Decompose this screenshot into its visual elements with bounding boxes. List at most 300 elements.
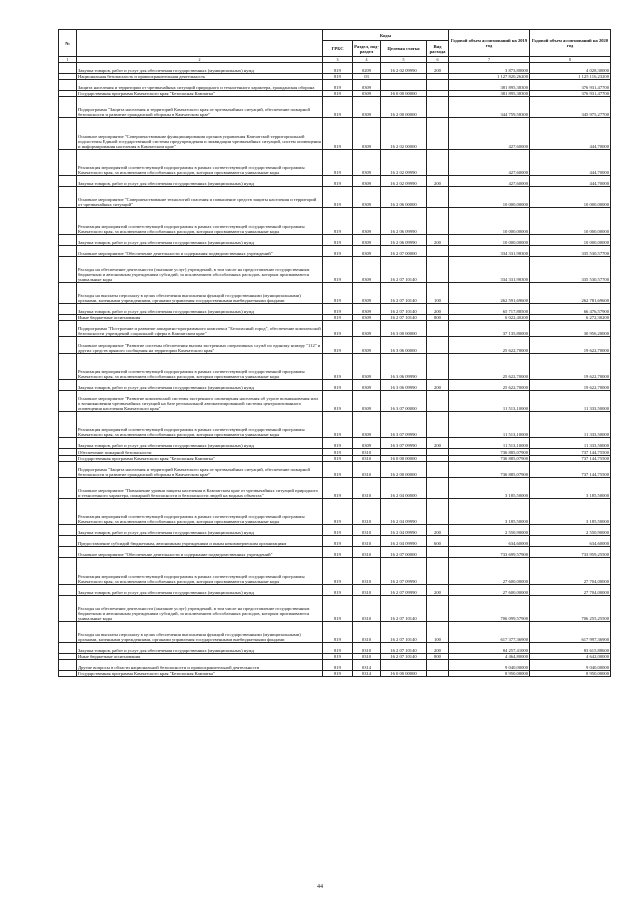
row-amount-2020: 262 781,69600 [530,282,611,303]
row-amount-2020: 4 028,30000 [530,63,611,74]
row-vr: 800 [427,654,449,660]
row-amount-2020: 345 975,27700 [530,97,611,118]
row-vr [427,80,449,91]
row-amount-2020: 444,70000 [530,176,611,187]
row-razdel: 0310 [353,643,381,654]
row-grbs: 819 [323,97,353,118]
row-grbs: 819 [323,525,353,536]
row-razdel: 0310 [353,461,381,477]
row-number-cell [59,584,77,595]
header-razdel: Раздел, под-раздел [353,41,381,57]
row-grbs: 819 [323,671,353,677]
row-amount-2019: 25 622,70000 [449,379,530,390]
table-row [59,80,611,91]
row-name: Предоставление субсидий бюджетным, автономным учреждениям и иным некоммерческим организациям [77,536,323,547]
row-csr: 16 2 06 09990 [381,208,427,234]
row-razdel: 0310 [353,525,381,536]
table-row [59,390,611,411]
row-csr: 16 3 07 00000 [381,390,427,411]
row-razdel: 0309 [353,97,381,118]
row-amount-2019: 427,60000 [449,118,530,149]
row-vr: 200 [427,643,449,654]
row-amount-2020: 27 704,00000 [530,558,611,584]
row-grbs: 819 [323,379,353,390]
row-number-cell [59,149,77,175]
row-name: Реализация мероприятий соответствующей подпрограммы в рамках соответствующей государственной программы Камчатского края, за исключением обособленных расходов, которым присваиваются уникальные коды [77,149,323,175]
table-row [59,536,611,547]
row-csr: 16 3 07 09990 [381,412,427,438]
row-csr: 16 2 07 00000 [381,245,427,256]
row-vr [427,97,449,118]
row-amount-2020: 66 476,57900 [530,304,611,315]
row-name: Закупка товаров, работ и услуг для обеспечения государственных (муниципальных) нужд [77,525,323,536]
row-amount-2019: 9 040,00000 [449,660,530,671]
row-csr: 16 2 07 10140 [381,304,427,315]
row-grbs: 819 [323,282,353,303]
table-row [59,584,611,595]
row-name: Подпрограмма "Защита населения и территорий Камчатского края от чрезвычайных ситуаций, обеспечение пожарной безопасности и развитие гражданской обороны в Камчатском крае" [77,461,323,477]
row-number-cell [59,208,77,234]
row-razdel: 0309 [353,412,381,438]
row-vr [427,390,449,411]
row-number-cell [59,63,77,74]
row-amount-2020: 10 000,00000 [530,208,611,234]
row-amount-2019: 25 622,70000 [449,353,530,379]
row-razdel: 0309 [353,353,381,379]
table-row [59,304,611,315]
row-amount-2020: 376 931,47700 [530,91,611,97]
table-row [59,282,611,303]
row-name: Закупка товаров, работ и услуг для обеспечения государственных (муниципальных) нужд [77,63,323,74]
row-name: Реализация мероприятий соответствующей подпрограммы в рамках соответствующей государственной программы Камчатского края, за исключением обособленных расходов, которым присваиваются уникальные коды [77,498,323,524]
row-razdel: 03 [353,74,381,80]
row-vr: 200 [427,438,449,449]
row-amount-2019: 427,60000 [449,149,530,175]
row-name: Реализация мероприятий соответствующей подпрограммы в рамках соответствующей государственной программы Камчатского края, за исключением обособленных расходов, которым присваиваются уникальные коды [77,208,323,234]
row-razdel: 0310 [353,558,381,584]
row-number-cell [59,80,77,91]
row-amount-2019: 65 717,88500 [449,304,530,315]
row-razdel: 0309 [353,438,381,449]
row-grbs: 819 [323,558,353,584]
row-grbs: 819 [323,353,353,379]
row-name: Расходы на обеспечение деятельности (оказание услуг) учреждений, в том числе на предоставление государственным бюджетным и автономным учреждениям субсидий, за исключением обособленных расходов, которым присваиваются уникальные коды [77,256,323,282]
row-csr: 16 2 06 09990 [381,234,427,245]
column-index: 4 [353,57,381,63]
row-amount-2019: 27 600,00000 [449,584,530,595]
header-2019: Годовой объем ассигнований на 2019 год [449,30,530,57]
row-csr: 16 2 02 00000 [381,118,427,149]
row-grbs: 819 [323,187,353,208]
row-grbs: 819 [323,208,353,234]
row-razdel: 0309 [353,304,381,315]
row-grbs: 819 [323,455,353,461]
table-row [59,455,611,461]
row-number-cell [59,353,77,379]
row-csr: 16 2 07 10140 [381,282,427,303]
row-csr [381,660,427,671]
row-razdel: 0310 [353,622,381,643]
table-row [59,234,611,245]
table-row [59,63,611,74]
row-csr: 16 0 00 00000 [381,91,427,97]
row-razdel: 0209 [353,63,381,74]
row-name: Государственная программа Камчатского края "Безопасная Камчатка" [77,671,323,677]
row-csr: 16 2 00 00000 [381,97,427,118]
row-amount-2020: 83 615,88600 [530,643,611,654]
row-amount-2019: 334 331,98300 [449,245,530,256]
row-csr: 16 2 07 10140 [381,622,427,643]
row-grbs: 819 [323,547,353,558]
row-vr: 200 [427,304,449,315]
table-row [59,449,611,455]
row-amount-2019: 10 000,00000 [449,234,530,245]
row-name: Основное мероприятие "Обеспечение деятельности и содержания подведомственных учреждений" [77,245,323,256]
row-number-cell [59,558,77,584]
row-grbs: 819 [323,643,353,654]
column-index: 7 [449,57,530,63]
table-row [59,74,611,80]
row-csr: 16 2 07 09990 [381,558,427,584]
table-row [59,671,611,677]
row-razdel: 0310 [353,584,381,595]
row-amount-2020: 11 333,50000 [530,412,611,438]
header-vr: Вид расхода [427,41,449,57]
row-csr: 16 2 04 09990 [381,498,427,524]
row-amount-2020: 737 144,75500 [530,449,611,455]
row-amount-2019: 11 513,10000 [449,412,530,438]
table-row [59,660,611,671]
row-csr: 16 3 00 00000 [381,321,427,337]
row-number-cell [59,390,77,411]
row-amount-2020: 8 950,00000 [530,671,611,677]
row-name: Закупка товаров, работ и услуг для обеспечения государственных (муниципальных) нужд [77,234,323,245]
row-amount-2019: 84 257,41000 [449,643,530,654]
table-row [59,208,611,234]
row-number-cell [59,525,77,536]
row-number-cell [59,337,77,353]
row-amount-2020: 634,60000 [530,536,611,547]
row-number-cell [59,282,77,303]
row-amount-2019: 736 885,07900 [449,455,530,461]
row-name: Национальная безопасность и правоохранительная деятельность [77,74,323,80]
row-grbs: 819 [323,234,353,245]
row-grbs: 819 [323,256,353,282]
row-csr: 16 3 06 09990 [381,353,427,379]
row-grbs: 819 [323,654,353,660]
row-grbs: 819 [323,584,353,595]
row-number-cell [59,187,77,208]
row-number-cell [59,461,77,477]
row-csr: 16 3 06 09990 [381,379,427,390]
row-amount-2019: 3 873,80000 [449,63,530,74]
row-amount-2019: 634,60000 [449,536,530,547]
row-amount-2019: 3 185,50000 [449,477,530,498]
row-name: Основное мероприятие "Совершенствование функционирования органов управления Камчатской территориальной подсистемы Единой государственной системы предупреждения и ликвидации чрезвычайных ситуаций, систем оповещения и информирования населения в Камчатском крае" [77,118,323,149]
row-amount-2019: 733 699,57900 [449,547,530,558]
row-number-cell [59,595,77,621]
row-vr [427,353,449,379]
row-name: Закупка товаров, работ и услуг для обеспечения государственных (муниципальных) нужд [77,304,323,315]
row-name: Другие вопросы в области национальной безопасности и правоохранительной деятельности [77,660,323,671]
row-vr [427,660,449,671]
row-razdel: 0309 [353,208,381,234]
row-csr: 16 2 04 00000 [381,477,427,498]
column-index: 3 [323,57,353,63]
budget-table [58,29,611,677]
row-amount-2019: 8 950,00000 [449,671,530,677]
row-razdel: 0310 [353,498,381,524]
row-amount-2019: 381 895,38300 [449,91,530,97]
row-csr: 16 2 06 00000 [381,187,427,208]
table-row [59,412,611,438]
row-amount-2019: 617 377,36900 [449,622,530,643]
column-index: 2 [77,57,323,63]
row-vr [427,412,449,438]
row-number-cell [59,438,77,449]
row-amount-2020: 27 704,00000 [530,584,611,595]
row-number-cell [59,660,77,671]
row-razdel: 0309 [353,149,381,175]
row-csr: 16 2 00 00000 [381,461,427,477]
row-csr: 16 2 02 09990 [381,149,427,175]
row-razdel: 0310 [353,595,381,621]
table-row [59,379,611,390]
row-amount-2020: 2 550,90000 [530,525,611,536]
row-number-cell [59,118,77,149]
row-amount-2020: 737 144,75500 [530,455,611,461]
row-name: Закупка товаров, работ и услуг для обеспечения государственных (муниципальных) нужд [77,643,323,654]
column-index: 1 [59,57,77,63]
header-name [77,30,323,57]
row-number-cell [59,321,77,337]
table-row [59,321,611,337]
row-grbs: 819 [323,63,353,74]
table-row [59,91,611,97]
row-csr: 16 2 07 10140 [381,654,427,660]
row-csr: 16 2 04 09990 [381,536,427,547]
row-name: Иные бюджетные ассигнования [77,315,323,321]
row-amount-2019: 344 759,58300 [449,97,530,118]
row-grbs: 819 [323,461,353,477]
table-row [59,595,611,621]
row-razdel: 0309 [353,282,381,303]
row-number-cell [59,256,77,282]
row-amount-2019: 11 513,10000 [449,438,530,449]
row-amount-2019: 4 464,80000 [449,654,530,660]
row-amount-2019: 11 513,10000 [449,390,530,411]
row-name: Расходы на выплаты персоналу в целях обеспечения выполнения функций государственными (муниципальными) органами, казенными учреждениями, органами управления государственными внебюджетными фондами [77,622,323,643]
row-name: Закупка товаров, работ и услуг для обеспечения государственных (муниципальных) нужд [77,584,323,595]
table-row [59,256,611,282]
row-vr [427,118,449,149]
row-csr: 16 2 07 10140 [381,595,427,621]
row-amount-2019: 736 885,07900 [449,461,530,477]
row-vr [427,595,449,621]
table-row [59,477,611,498]
row-grbs: 819 [323,315,353,321]
table-row [59,245,611,256]
table-row [59,176,611,187]
table-row [59,643,611,654]
row-csr: 16 3 06 00000 [381,337,427,353]
row-razdel: 0309 [353,91,381,97]
row-csr: 16 2 02 09990 [381,63,427,74]
row-razdel: 0309 [353,379,381,390]
row-name: Основное мероприятие "Развитие комплексной системы экстренного оповещения населения об угрозе возникновения или о возникновении чрезвычайных ситуаций на базе региональной автоматизированной системы централизованного оповещения населения Камчатского края" [77,390,323,411]
row-vr [427,558,449,584]
header-grbs: ГРБС [323,41,353,57]
row-grbs: 819 [323,176,353,187]
row-vr: 800 [427,315,449,321]
row-number-cell [59,304,77,315]
row-amount-2020: 11 333,50000 [530,438,611,449]
row-amount-2019: 262 591,69600 [449,282,530,303]
column-index: 8 [530,57,611,63]
header-codes: Коды [323,30,449,41]
row-amount-2019: 10 000,00000 [449,208,530,234]
row-number-cell [59,671,77,677]
row-grbs: 819 [323,390,353,411]
row-amount-2020: 11 333,50000 [530,390,611,411]
table-row [59,558,611,584]
row-amount-2019: 1 127 820,26200 [449,74,530,80]
row-razdel: 0310 [353,449,381,455]
row-amount-2019: 2 550,90000 [449,525,530,536]
row-razdel: 0309 [353,321,381,337]
row-amount-2020: 19 622,70000 [530,353,611,379]
row-csr: 16 2 07 10140 [381,643,427,654]
row-razdel: 0309 [353,245,381,256]
row-amount-2020: 335 530,57700 [530,256,611,282]
row-grbs: 819 [323,622,353,643]
row-csr: 16 2 07 09990 [381,584,427,595]
row-vr: 200 [427,176,449,187]
row-vr: 100 [427,282,449,303]
row-number-cell [59,176,77,187]
row-vr: 200 [427,63,449,74]
row-vr [427,461,449,477]
row-number-cell [59,547,77,558]
row-amount-2019: 25 622,70000 [449,337,530,353]
table-row [59,547,611,558]
row-vr [427,256,449,282]
row-razdel: 0310 [353,455,381,461]
row-number-cell [59,379,77,390]
table-row [59,149,611,175]
row-csr: 16 2 02 09990 [381,176,427,187]
row-grbs: 819 [323,498,353,524]
row-amount-2019: 6 022,40200 [449,315,530,321]
row-razdel: 0310 [353,477,381,498]
row-vr [427,245,449,256]
row-amount-2019: 706 099,57900 [449,595,530,621]
table-row [59,622,611,643]
row-grbs: 819 [323,118,353,149]
row-amount-2020: 30 956,20000 [530,321,611,337]
row-name: Основное мероприятие "Обеспечение деятельности и содержание подведомственных учреждений" [77,547,323,558]
row-amount-2019: 427,60000 [449,176,530,187]
row-grbs: 819 [323,91,353,97]
row-razdel: 0309 [353,118,381,149]
row-amount-2019: 27 600,00000 [449,558,530,584]
row-amount-2020: 444,70000 [530,118,611,149]
row-amount-2019: 736 885,07900 [449,449,530,455]
row-amount-2019: 334 331,98300 [449,256,530,282]
row-csr: 16 2 07 00000 [381,547,427,558]
row-number-cell [59,536,77,547]
row-csr [381,80,427,91]
row-amount-2020: 444,70000 [530,149,611,175]
row-name: Расходы на обеспечение деятельности (оказание услуг) учреждений, в том числе на предоставление государственным бюджетным и автономным учреждениям субсидий, за исключением обособленных расходов, которым присваиваются уникальные коды [77,595,323,621]
row-number-cell [59,622,77,643]
table-row [59,118,611,149]
row-number-cell [59,477,77,498]
row-amount-2020: 3 185,50000 [530,498,611,524]
row-csr: 16 3 07 09990 [381,438,427,449]
table-row [59,97,611,118]
row-vr: 200 [427,584,449,595]
table-row [59,498,611,524]
row-number-cell [59,412,77,438]
row-grbs: 819 [323,536,353,547]
row-vr: 200 [427,379,449,390]
row-name: Реализация мероприятий соответствующей подпрограммы в рамках соответствующей государственной программы Камчатского края, за исключением обособленных расходов, которым присваиваются уникальные коды [77,558,323,584]
row-csr: 16 2 04 09990 [381,525,427,536]
row-name: Иные бюджетные ассигнования [77,654,323,660]
row-razdel: 0309 [353,337,381,353]
row-grbs: 819 [323,660,353,671]
header-number: № [59,30,77,57]
row-razdel: 0309 [353,187,381,208]
column-index: 5 [381,57,427,63]
row-razdel: 0309 [353,234,381,245]
row-grbs: 819 [323,337,353,353]
table-row [59,438,611,449]
row-vr [427,337,449,353]
row-name: Подпрограмма "Защита населения и территорий Камчатского края от чрезвычайных ситуаций, обеспечение пожарной безопасности и развитие гражданской обороны в Камчатском крае" [77,97,323,118]
row-name: Государственная программа Камчатского края "Безопасная Камчатка" [77,91,323,97]
row-amount-2020: 376 931,47700 [530,80,611,91]
row-amount-2020: 3 185,50000 [530,477,611,498]
row-number-cell [59,97,77,118]
row-razdel: 0309 [353,80,381,91]
table-row [59,525,611,536]
row-grbs: 819 [323,595,353,621]
row-amount-2019: 10 000,00000 [449,187,530,208]
row-vr [427,187,449,208]
row-number-cell [59,234,77,245]
row-amount-2020: 706 255,25500 [530,595,611,621]
row-razdel: 0310 [353,654,381,660]
row-amount-2020: 19 622,70000 [530,337,611,353]
row-amount-2020: 737 144,75500 [530,461,611,477]
row-grbs: 819 [323,74,353,80]
row-grbs: 819 [323,304,353,315]
table-row [59,461,611,477]
row-name: Основное мероприятие "Повышение уровня защиты населения в Камчатском крае от чрезвычайных ситуаций природного и техногенного характера, пожарной безопасности и безопасности людей на водных объектах" [77,477,323,498]
row-razdel: 0310 [353,547,381,558]
row-amount-2020: 617 997,36900 [530,622,611,643]
row-grbs: 819 [323,412,353,438]
row-vr [427,149,449,175]
row-csr: 16 2 07 10140 [381,315,427,321]
row-razdel: 0314 [353,671,381,677]
row-name: Закупка товаров, работ и услуг для обеспечения государственных (муниципальных) нужд [77,438,323,449]
header-2020: Годовой объем ассигнований на 2020 год [530,30,611,57]
header-csr: Целевая статья [381,41,427,57]
row-vr: 100 [427,622,449,643]
